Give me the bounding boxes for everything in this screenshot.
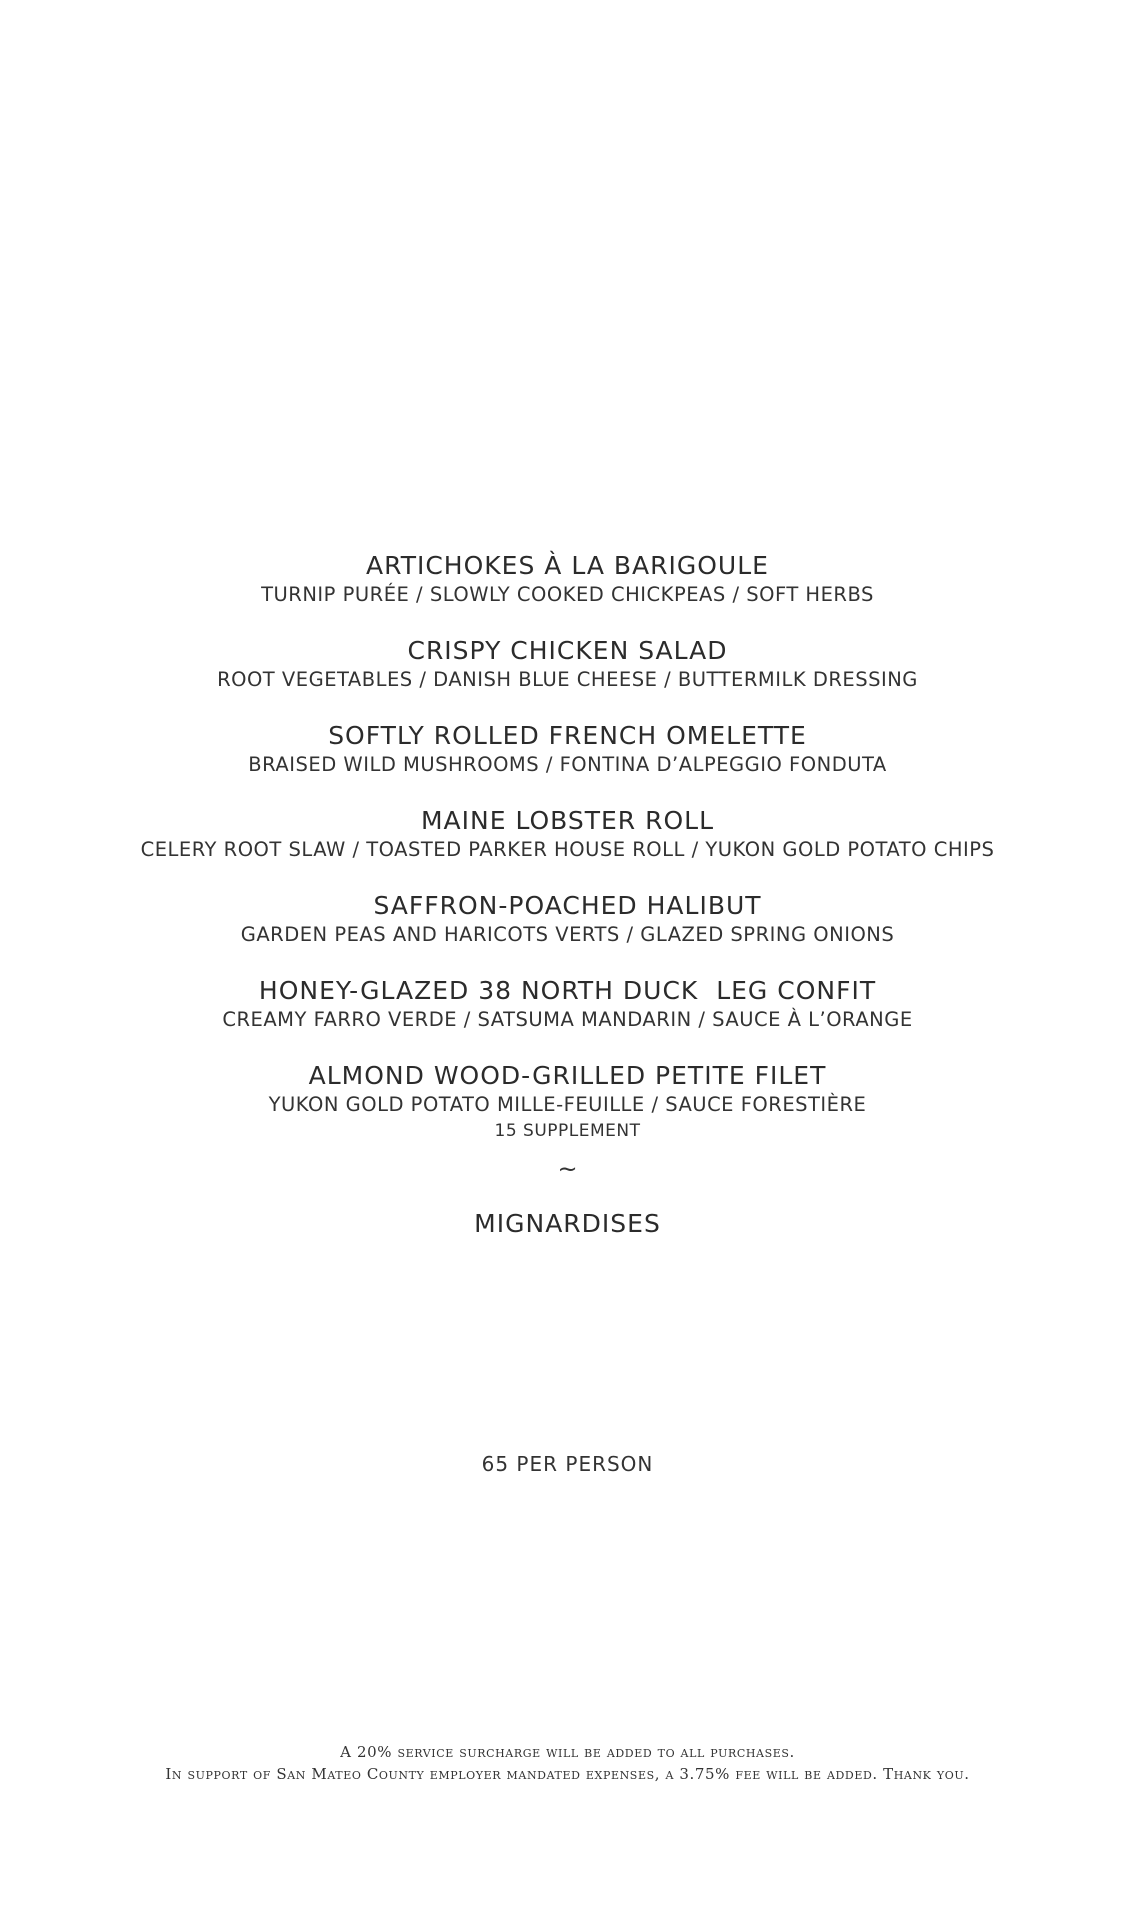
dish-description: ROOT VEGETABLES / DANISH BLUE CHEESE / BUTTERMILK DRESSING xyxy=(217,668,918,691)
menu-course-lobster-roll xyxy=(0,805,1135,863)
supplement-note: 15 SUPPLEMENT xyxy=(494,1121,641,1141)
dish-description: YUKON GOLD POTATO MILLE-FEUILLE / SAUCE FORESTIÈRE xyxy=(268,1093,867,1116)
dish-name: SAFFRON-POACHED HALIBUT xyxy=(373,891,762,920)
dish-description: GARDEN PEAS AND HARICOTS VERTS / GLAZED SPRING ONIONS xyxy=(240,923,895,946)
menu-course-chicken-salad xyxy=(0,635,1135,693)
dish-description: CREAMY FARRO VERDE / SATSUMA MANDARIN / SAUCE À L’ORANGE xyxy=(222,1008,913,1031)
menu-list xyxy=(0,550,1135,1240)
dish-name: HONEY-GLAZED 38 NORTH DUCK LEG CONFIT xyxy=(258,976,877,1005)
service-surcharge-note: A 20% service surcharge will be added to all purchases. xyxy=(340,1743,795,1761)
menu-price: 65 PER PERSON xyxy=(481,1452,654,1476)
dessert-item: MIGNARDISES xyxy=(474,1209,661,1238)
menu-course-artichokes xyxy=(0,550,1135,608)
dish-description: TURNIP PURÉE / SLOWLY COOKED CHICKPEAS / SOFT HERBS xyxy=(261,583,874,606)
dish-name: ALMOND WOOD-GRILLED PETITE FILET xyxy=(308,1061,827,1090)
footer-notice xyxy=(0,1741,1135,1785)
dish-name: MAINE LOBSTER ROLL xyxy=(420,806,715,835)
county-fee-note: In support of San Mateo County employer mandated expenses, a 3.75% fee will be added. Thank you. xyxy=(165,1765,970,1783)
dish-name: SOFTLY ROLLED FRENCH OMELETTE xyxy=(328,721,807,750)
menu-course-petite-filet xyxy=(0,1060,1135,1144)
menu-course-halibut xyxy=(0,890,1135,948)
dish-name: ARTICHOKES À LA BARIGOULE xyxy=(366,551,769,580)
dish-description: CELERY ROOT SLAW / TOASTED PARKER HOUSE ROLL / YUKON GOLD POTATO CHIPS xyxy=(140,838,995,861)
dish-name: CRISPY CHICKEN SALAD xyxy=(407,636,728,665)
dish-description: BRAISED WILD MUSHROOMS / FONTINA D’ALPEGGIO FONDUTA xyxy=(248,753,887,776)
section-separator: ~ xyxy=(557,1155,578,1183)
menu-course-omelette xyxy=(0,720,1135,778)
menu-course-duck-confit xyxy=(0,975,1135,1033)
